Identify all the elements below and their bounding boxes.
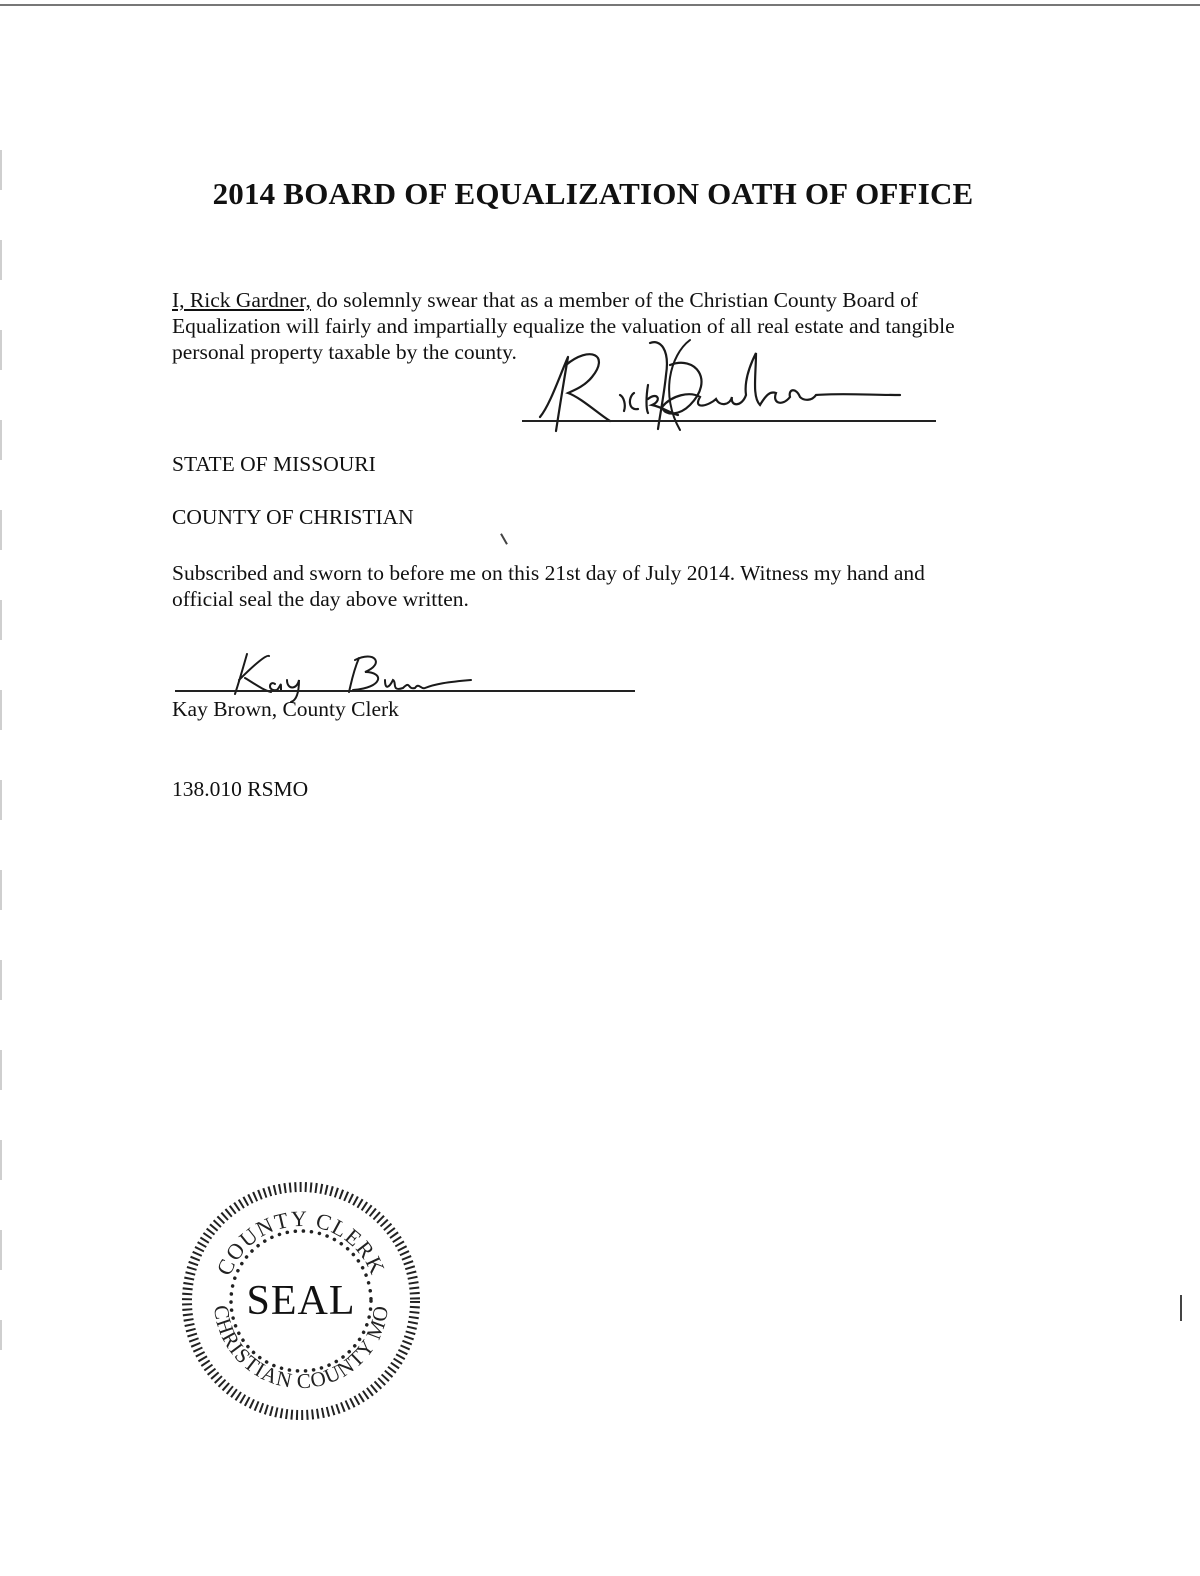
seal-bottom-text: CHRISTIAN COUNTY MO (208, 1303, 394, 1394)
clerk-caption: Kay Brown, County Clerk (172, 697, 399, 721)
margin-mark (1180, 1295, 1182, 1321)
statute-reference: 138.010 RSMO (172, 777, 309, 801)
scan-edge-left (0, 150, 2, 1350)
member-signature-line (522, 420, 936, 422)
clerk-signature-line (175, 690, 635, 692)
svg-text:COUNTY CLERK (211, 1206, 390, 1279)
oath-member-name: I, Rick Gardner, (172, 288, 311, 312)
county-heading: COUNTY OF CHRISTIAN (172, 505, 414, 529)
seal-top-text: COUNTY CLERK (211, 1205, 391, 1280)
subscribed-paragraph (172, 560, 925, 612)
county-clerk-seal (178, 1178, 424, 1424)
subscribed-line-2: official seal the day above written. (172, 587, 469, 611)
state-heading: STATE OF MISSOURI (172, 452, 376, 476)
scan-edge-top (0, 4, 1200, 6)
seal-center-text: SEAL (246, 1278, 356, 1324)
stray-mark (500, 533, 508, 544)
document-title: 2014 BOARD OF EQUALIZATION OATH OF OFFICE (212, 176, 974, 211)
subscribed-line-1: Subscribed and sworn to before me on this 21st day of July 2014. Witness my hand and (172, 561, 925, 585)
oath-text: do solemnly swear that as a member of the Christian County Board of Equalization will fairly and impartially equalize the valuation of all real estate and tangible personal property taxable by the county. (172, 288, 955, 364)
clerk-signature (225, 650, 505, 700)
